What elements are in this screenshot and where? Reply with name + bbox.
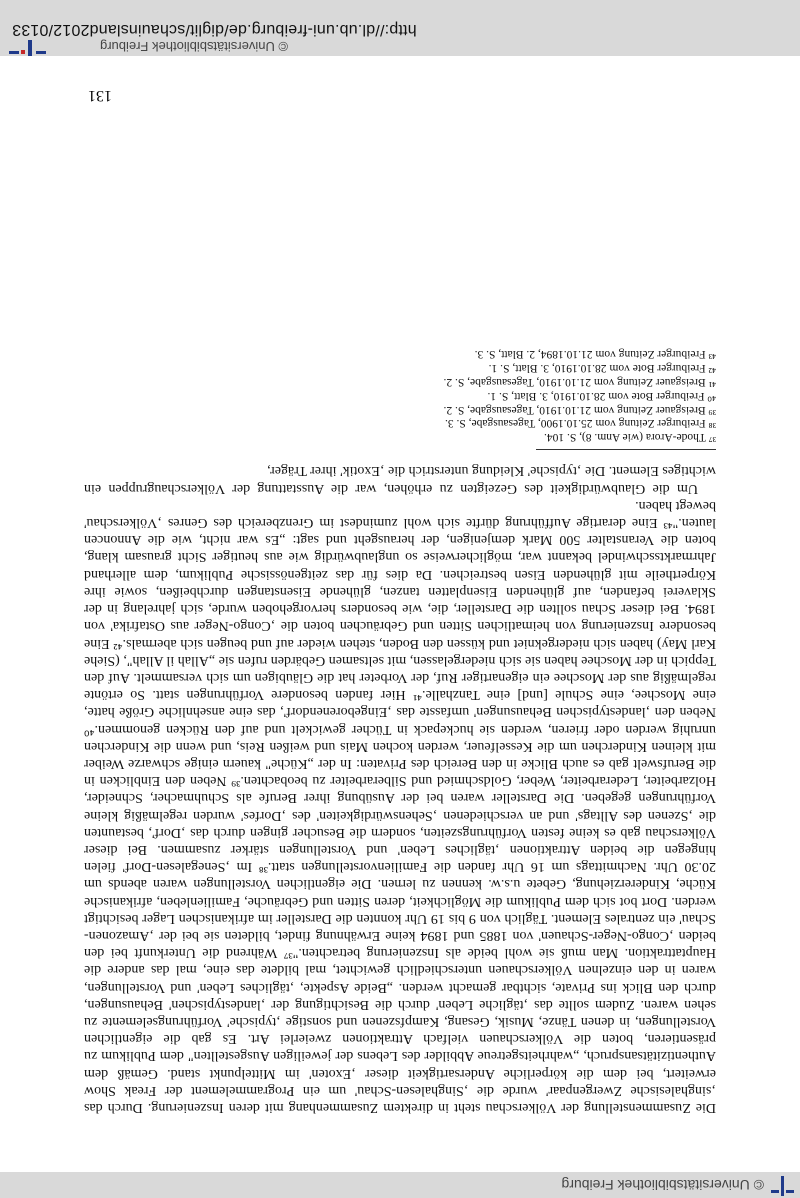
footnote-41: ⁴¹ Breisgauer Zeitung vom 21.10.1910, Tagesausgabe, S. 2. xyxy=(443,376,716,389)
footnote-38: ³⁸ Freiburger Zeitung vom 25.10.1900, Tagesausgabe, S. 3. xyxy=(444,417,716,430)
footnote-40: ⁴⁰ Freiburger Bote vom 28.10.1910, 3. Blatt, S. 1. xyxy=(487,389,716,402)
footnote-rule xyxy=(536,449,716,450)
source-url-link[interactable]: http://dl.ub.uni-freiburg.de/diglit/schauinsland2012/0133 xyxy=(12,21,417,38)
footnote-42: ⁴² Freiburger Bote vom 28.10.1910, 3. Blatt, S. 1. xyxy=(488,362,716,375)
footnotes xyxy=(84,347,716,444)
footnote-37: ³⁷ Thode-Arora (wie Anm. 8), S. 104. xyxy=(543,431,716,444)
bottom-bar xyxy=(0,0,800,56)
top-bar xyxy=(0,1172,800,1198)
bottom-library-label: © Universitätsbibliothek Freiburg xyxy=(100,39,289,54)
library-logo-icon xyxy=(768,1174,796,1196)
library-logo-icon xyxy=(8,40,48,56)
footnote-43: ⁴³ Freiburger Zeitung vom 21.10.1894, 2. Blatt, S. 3. xyxy=(474,348,716,361)
document-body xyxy=(84,347,716,1116)
paragraph-2: Um die Glaubwürdigkeit des Gezeigten zu erhöhen, war die Ausstattung der Völkerschaugruppen ein wichtiges Element. Die ‚typische' Kleidung unterstrich die ‚Exotik' ihrer Träger, xyxy=(84,463,716,496)
paragraph-1: Die Zusammenstellung der Völkerschau steht in direktem Zusammenhang mit deren Inszenierung. Durch das ‚singhalesische Zwergenpaar' wurde die ‚Singhalesen-Schau' um ein Programmelement der Freak Show erweitert, bei dem die körperliche Andersartigkeit dieser ‚Exoten' im Mittelpunkt stand. Gemäß dem Authentizitätsanspruch, „wahrheitsgetreue Abbilder des Lebens der jeweiligen Ausgestellten" dem Publikum zu präsentieren, boten die Völkerschauen vielfach Attraktionen zweierlei Art. Es gab die eigentlichen Vorstellungen, in denen Tänze, Musik, Gesang, Kampfszenen und sonstige ‚typische' Vorführungselemente zu sehen waren. Zudem sollte das ‚tägliche Leben' durch die Besichtigung der ‚landestypischen' Behausungen, durch den Blick ins Private, sichtbar gemacht werden. „Beide Aspekte, ‚tägliches Leben' und Vorstellungen, waren in den einzelnen Völkerschauen unterschiedlich gewichtet, mal bildete das eine, mal das andere die Hauptattraktion. Man muß sie wohl beide als Inszenierung betrachten."³⁷ Während die Unterkunft bei den beiden ‚Congo-Neger-Schauen' von 1885 und 1894 keine Erwähnung findet, bildeten sie bei der ‚Amazonen-Schau' ein zentrales Element. Täglich von 9 bis 19 Uhr konnten die Darsteller im afrikanischen Lager besichtigt werden. Dort bot sich dem Publikum die Möglichkeit, deren Sitten und Gebräuche, Familienleben, afrikanische Küche, Kindererziehung, Gebete u.s.w. kennen zu lernen. Die eigentlichen Vorstellungen waren abends um 20.30 Uhr. Nachmittags um 16 Uhr fanden die Familienvorstellungen statt.³⁸ Im ‚Senegalesen-Dorf' fielen hingegen die beiden Attraktionen ‚tägliches Leben' und Vorstellungen stärker zusammen. Bei dieser Völkerschau gab es keine festen Vorführungszeiten, sondern die Besucher gingen durch das ‚Dorf', bestaunten die ‚Szenen des Alltags' und an verschiedenen ‚Sehenswürdigkeiten' des ‚Dorfes' wurden regelmäßig kleine Vorführungen gegeben. Die Darsteller waren bei der Ausübung ihrer Berufe als Schuhmacher, Schneider, Holzarbeiter, Lederarbeiter, Weber, Goldschmied und Silberarbeiter zu beobachten.³⁹ Neben den Einblicken in die Berufswelt gab es auch Blicke in den Bereich des Privaten: In der „Küche" kauern einige schwarze Weiber mit kleinen Kinderchen um die Kesselfeuer, werden kochen Mais und weißen Reis, und wenn die Kinderchen unruhig werden oder frieren, werden sie huckepack in Tücher gewickelt und auf den Rücken genommen.⁴⁰ Neben den ‚landestypischen Behausungen' umfasste das ‚Eingeborenendorf', das eine ansehnliche Größe hatte, eine Moschee, eine Schule [und] eine Tanzhalle.⁴¹ Hier fanden besondere Vorführungen statt. So ertönte regelmäßig aus der Moschee ein eigenartiger Ruf, der Vorbeter hat die Gläubigen um sich versammelt. Auf den Teppich in der Moschee haben sie sich niedergelassen, mit seltsamen Gebärden rufen sie „Allah il Allah", (Siehe Karl May) haben sich niedergekniet und küssen den Boden, stehen wieder auf und beugen sich abermals.⁴² Eine besondere Inszenierung von heimatlichen Sitten und Gebräuchen boten die ‚Congo-Neger aus Ostafrika' von 1894. Bei dieser Schau sollten die Darsteller, die, wie besonders hervorgehoben wurde, sich jahrelang in der Sklaverei befanden, auf glühenden Eisenplatten tanzen, glühende Eisenstangen durchbeißen, sowie ihre Körpertheile mit glühenden Eisen bestreichen. Da dies für das zeitgenössische Publikum, dem allerhand Jahrmarktsschwindel bekannt war, möglicherweise so unglaubwürdig wie aus heutiger Sicht grausam klang, boten die Veranstalter 500 Mark demjenigen, der herausgeht und sagt: „Es war nicht, wie die Annoncen lauten."⁴³ Eine derartige Aufführung dürfte sich wohl zumindest im Grenzbereich des Genres ‚Völkerschau' bewegt haben. xyxy=(84,497,716,1115)
top-library-label: © Universitätsbibliothek Freiburg xyxy=(561,1177,764,1193)
page-number: 131 xyxy=(88,87,112,104)
footnote-39: ³⁹ Breisgauer Zeitung vom 21.10.1910, Tagesausgabe, S. 2. xyxy=(443,403,716,416)
